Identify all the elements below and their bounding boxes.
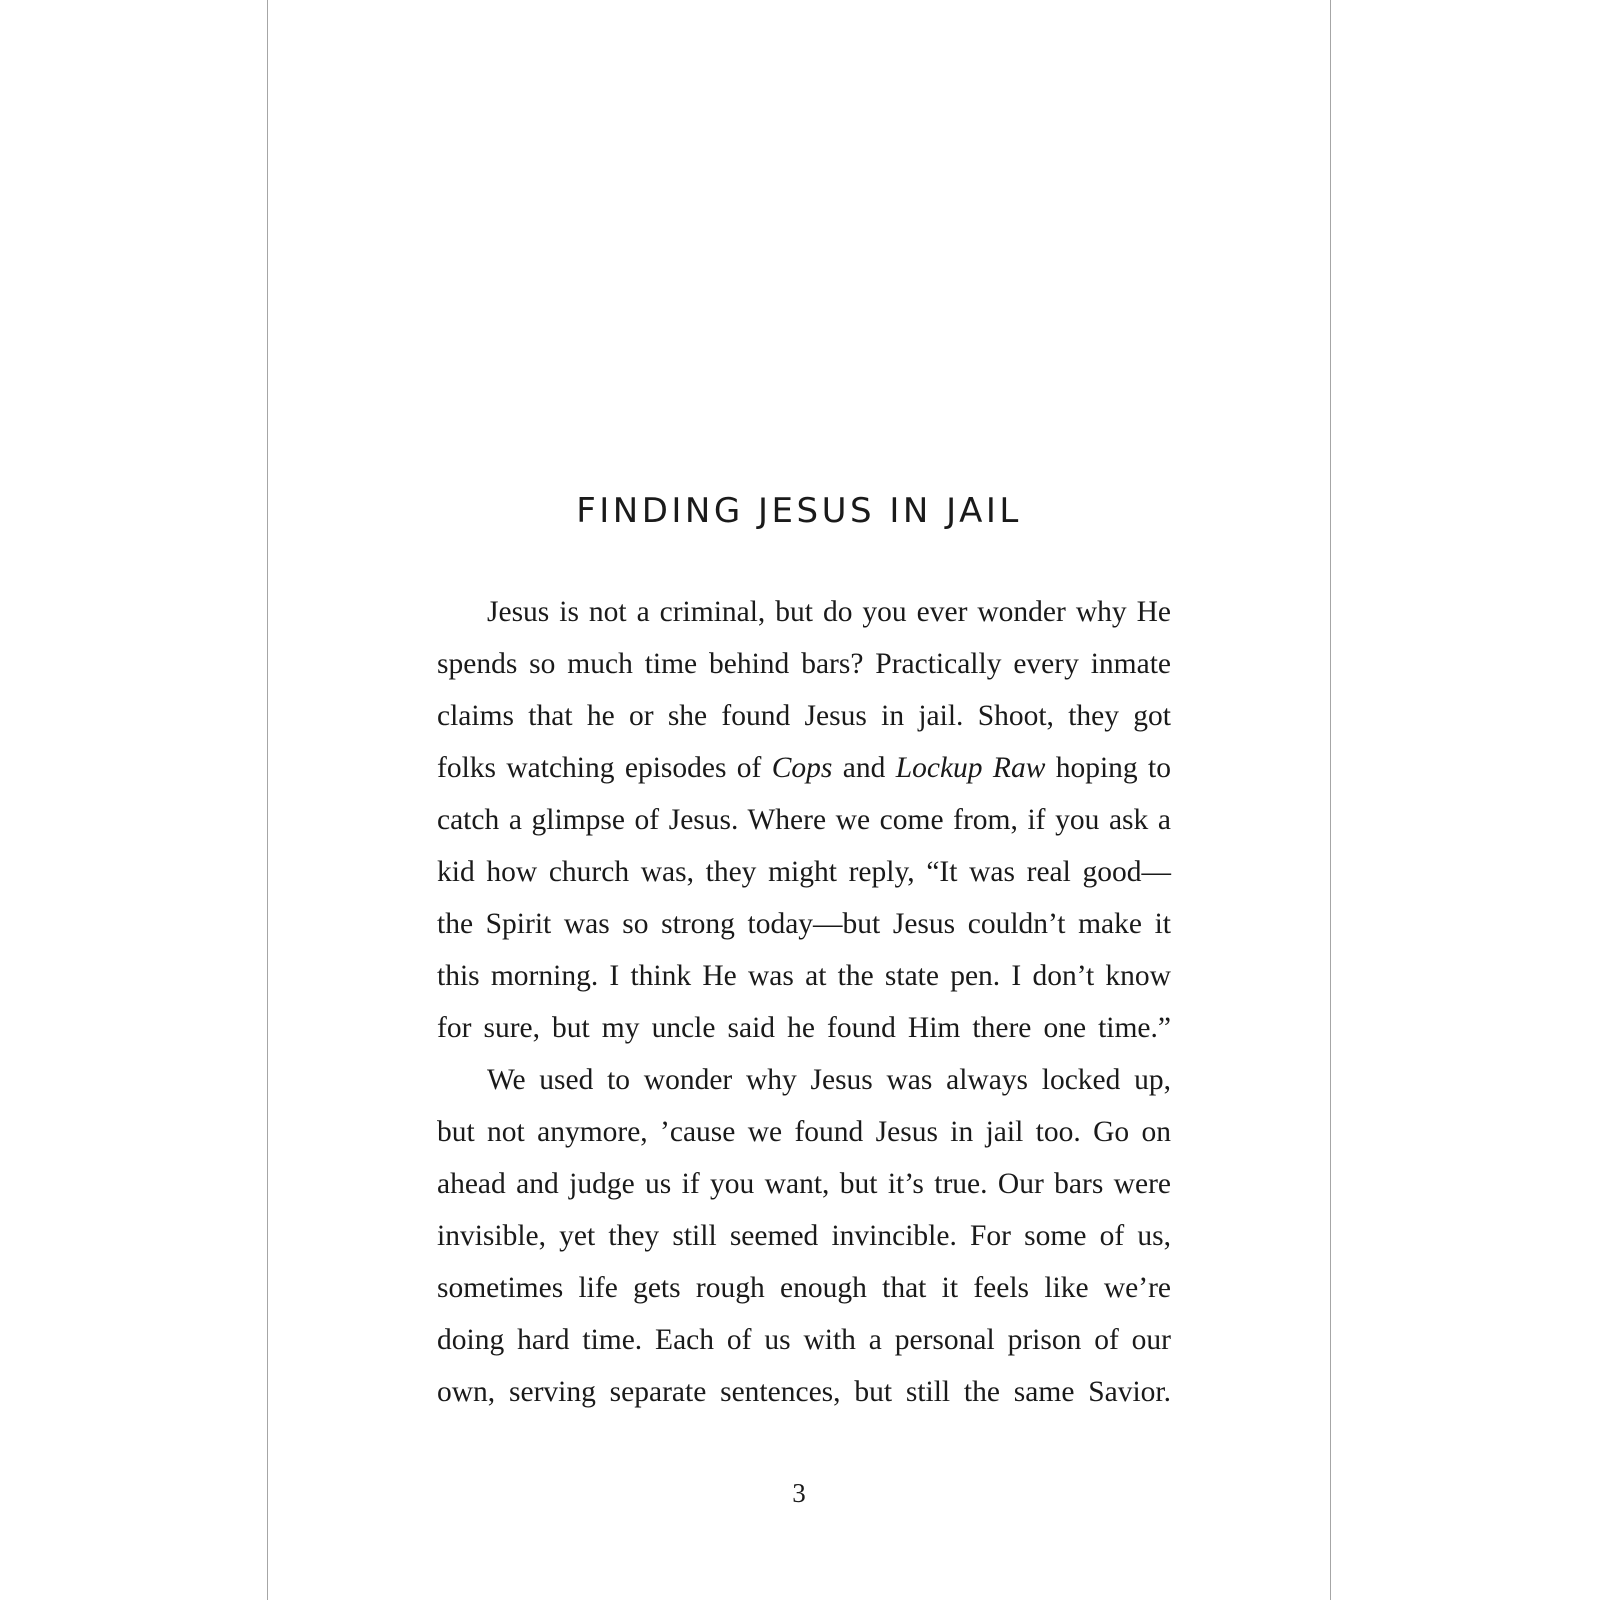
paragraph-line: but not anymore, ’cause we found Jesus in jail too. Go on [437, 1116, 1171, 1148]
paragraph-2 [437, 1054, 1171, 1418]
paragraph-1 [437, 586, 1171, 1054]
paragraph-line: kid how church was, they might reply, “It was real good— [437, 856, 1171, 888]
page-number: 3 [792, 1478, 806, 1508]
book-page [267, 0, 1331, 1600]
paragraph-line: spends so much time behind bars? Practically every inmate [437, 648, 1171, 680]
paragraph-line: this morning. I think He was at the state pen. I don’t know [437, 960, 1171, 992]
text-segment: hoping to [1045, 752, 1171, 784]
paragraph-line: doing hard time. Each of us with a personal prison of our [437, 1324, 1171, 1356]
chapter-title: FINDING JESUS IN JAIL [576, 491, 1022, 531]
paragraph-line: ahead and judge us if you want, but it’s true. Our bars were [437, 1168, 1171, 1200]
paragraph-line: claims that he or she found Jesus in jail. Shoot, they got [437, 700, 1171, 732]
text-segment: folks watching episodes of [437, 752, 772, 784]
paragraph-line: catch a glimpse of Jesus. Where we come from, if you ask a [437, 804, 1171, 836]
paragraph-line: invisible, yet they still seemed invincible. For some of us, [437, 1220, 1171, 1252]
paragraph-line: We used to wonder why Jesus was always locked up, [487, 1064, 1171, 1096]
paragraph-line: Jesus is not a criminal, but do you ever wonder why He [487, 596, 1171, 628]
paragraph-line: the Spirit was so strong today—but Jesus couldn’t make it [437, 908, 1171, 940]
paragraph-line: sometimes life gets rough enough that it feels like we’re [437, 1272, 1171, 1304]
paragraph-line: own, serving separate sentences, but still the same Savior. [437, 1376, 1171, 1408]
show-title-cops: Cops [771, 752, 833, 784]
paragraph-line [437, 742, 1171, 794]
body-text [437, 586, 1171, 1418]
text-segment: and [832, 752, 896, 784]
show-title-lockup-raw: Lockup Raw [895, 752, 1046, 784]
paragraph-line: for sure, but my uncle said he found Him there one time.” [437, 1012, 1171, 1044]
